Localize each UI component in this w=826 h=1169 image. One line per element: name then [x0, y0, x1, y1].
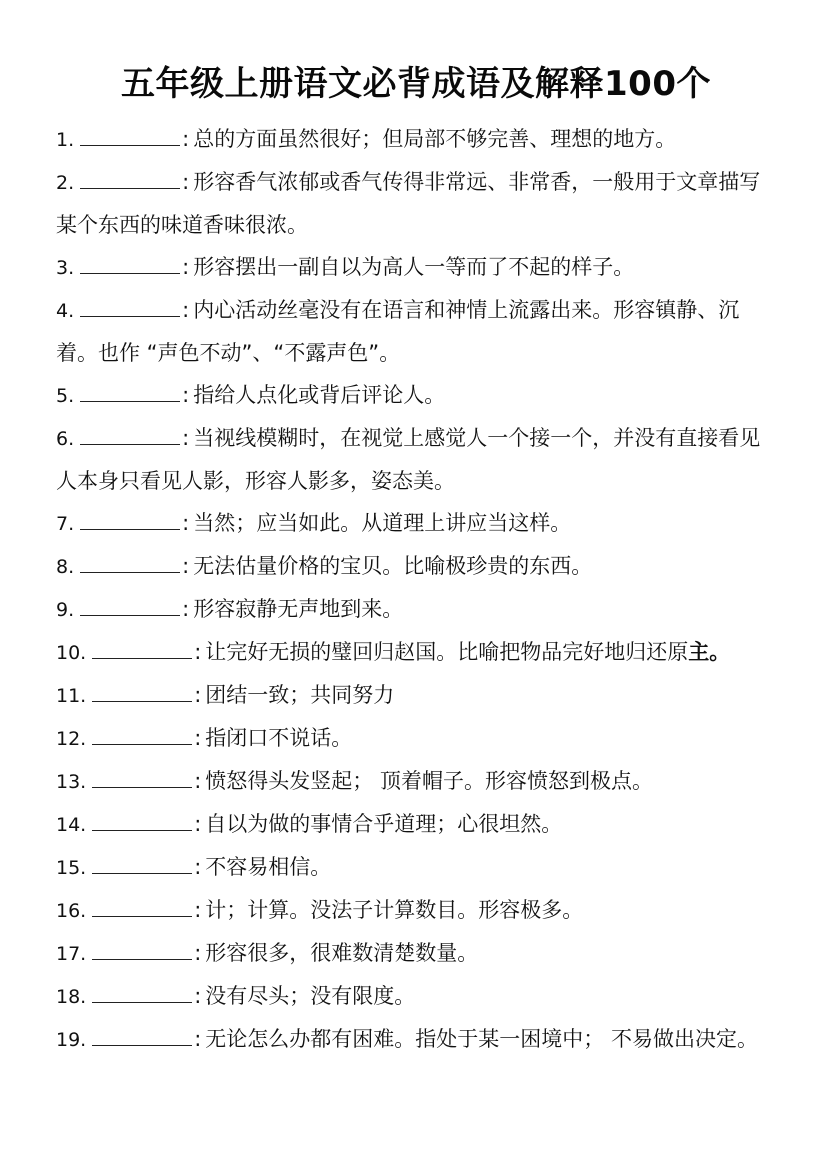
answer-blank [92, 982, 192, 1003]
page-title: 五年级上册语文必背成语及解释100个 [121, 64, 711, 104]
separator: : [194, 640, 202, 664]
list-item [56, 717, 776, 760]
answer-blank [92, 724, 192, 745]
separator: : [194, 898, 202, 922]
answer-blank [80, 168, 180, 189]
separator: : [182, 426, 190, 450]
separator: : [182, 170, 190, 194]
list-item [56, 545, 776, 588]
answer-blank [92, 767, 192, 788]
item-number: 18. [56, 986, 87, 1008]
answer-blank [80, 125, 180, 146]
list-item [56, 975, 776, 1018]
item-definition: 当然；应当如此。从道理上讲应当这样。 [193, 511, 572, 535]
item-number: 11. [56, 685, 87, 707]
idiom-list [56, 118, 776, 1061]
list-item [56, 118, 776, 161]
item-number: 6. [56, 428, 75, 450]
separator: : [182, 597, 190, 621]
list-item [56, 760, 776, 803]
item-number: 1. [56, 129, 75, 151]
answer-blank [80, 595, 180, 616]
list-item [56, 889, 776, 932]
answer-blank [80, 552, 180, 573]
list-item [56, 246, 776, 289]
answer-blank [80, 253, 180, 274]
item-number: 10. [56, 642, 87, 664]
answer-blank [92, 896, 192, 917]
list-item [56, 374, 776, 417]
item-definition-tail: 主。 [688, 640, 731, 664]
list-item [56, 161, 776, 246]
item-definition: 计；计算。没法子计算数目。形容极多。 [205, 898, 584, 922]
item-number: 19. [56, 1029, 87, 1051]
item-definition: 形容寂静无声地到来。 [193, 597, 404, 621]
separator: : [194, 812, 202, 836]
list-item [56, 289, 776, 374]
separator: : [182, 511, 190, 535]
separator: : [194, 683, 202, 707]
answer-blank [80, 381, 180, 402]
answer-blank [92, 810, 192, 831]
item-number: 5. [56, 385, 75, 407]
answer-blank [80, 424, 180, 445]
item-number: 3. [56, 257, 75, 279]
item-number: 8. [56, 556, 75, 578]
list-item [56, 803, 776, 846]
list-item [56, 417, 776, 502]
answer-blank [92, 681, 192, 702]
item-number: 16. [56, 900, 87, 922]
separator: : [182, 383, 190, 407]
separator: : [194, 769, 202, 793]
separator: : [194, 941, 202, 965]
item-number: 15. [56, 857, 87, 879]
list-item [56, 631, 776, 674]
answer-blank [92, 1025, 192, 1046]
separator: : [194, 1027, 202, 1051]
separator: : [194, 984, 202, 1008]
list-item [56, 674, 776, 717]
list-item [56, 588, 776, 631]
item-number: 7. [56, 513, 75, 535]
item-number: 2. [56, 172, 75, 194]
item-number: 9. [56, 599, 75, 621]
answer-blank [80, 509, 180, 530]
item-number: 12. [56, 728, 87, 750]
item-definition: 没有尽头；没有限度。 [205, 984, 416, 1008]
answer-blank [92, 853, 192, 874]
answer-blank [92, 939, 192, 960]
item-definition: 不容易相信。 [205, 855, 332, 879]
list-item [56, 846, 776, 889]
list-item [56, 502, 776, 545]
item-definition: 内心活动丝毫没有在语言和神情上流露出来。形容镇静、沉着。也作 “声色不动”、“不露声色”。 [56, 298, 740, 365]
item-definition: 总的方面虽然很好；但局部不够完善、理想的地方。 [193, 127, 677, 151]
item-number: 4. [56, 300, 75, 322]
item-definition: 让完好无损的璧回归赵国。比喻把物品完好地归还原 [205, 640, 689, 664]
list-item [56, 932, 776, 975]
item-definition: 指闭口不说话。 [205, 726, 353, 750]
separator: : [194, 855, 202, 879]
item-number: 17. [56, 943, 87, 965]
separator: : [182, 127, 190, 151]
item-definition: 形容很多，很难数清楚数量。 [205, 941, 479, 965]
list-item [56, 1018, 776, 1061]
separator: : [182, 554, 190, 578]
item-definition: 无论怎么办都有困难。指处于某一困境中； 不易做出决定。 [205, 1027, 758, 1051]
item-definition: 团结一致；共同努力 [205, 683, 395, 707]
item-definition: 当视线模糊时，在视觉上感觉人一个接一个，并没有直接看见人本身只看见人影，形容人影多，姿态美。 [56, 426, 761, 493]
separator: : [182, 255, 190, 279]
answer-blank [92, 638, 192, 659]
item-definition: 无法估量价格的宝贝。比喻极珍贵的东西。 [193, 554, 593, 578]
separator: : [194, 726, 202, 750]
answer-blank [80, 296, 180, 317]
item-definition: 指给人点化或背后评论人。 [193, 383, 446, 407]
item-definition: 形容摆出一副自以为高人一等而了不起的样子。 [193, 255, 635, 279]
item-definition: 形容香气浓郁或香气传得非常远、非常香，一般用于文章描写某个东西的味道香味很浓。 [56, 170, 761, 237]
item-number: 13. [56, 771, 87, 793]
item-definition: 自以为做的事情合乎道理；心很坦然。 [205, 812, 563, 836]
item-definition: 愤怒得头发竖起； 顶着帽子。形容愤怒到极点。 [205, 769, 653, 793]
item-number: 14. [56, 814, 87, 836]
separator: : [182, 298, 190, 322]
